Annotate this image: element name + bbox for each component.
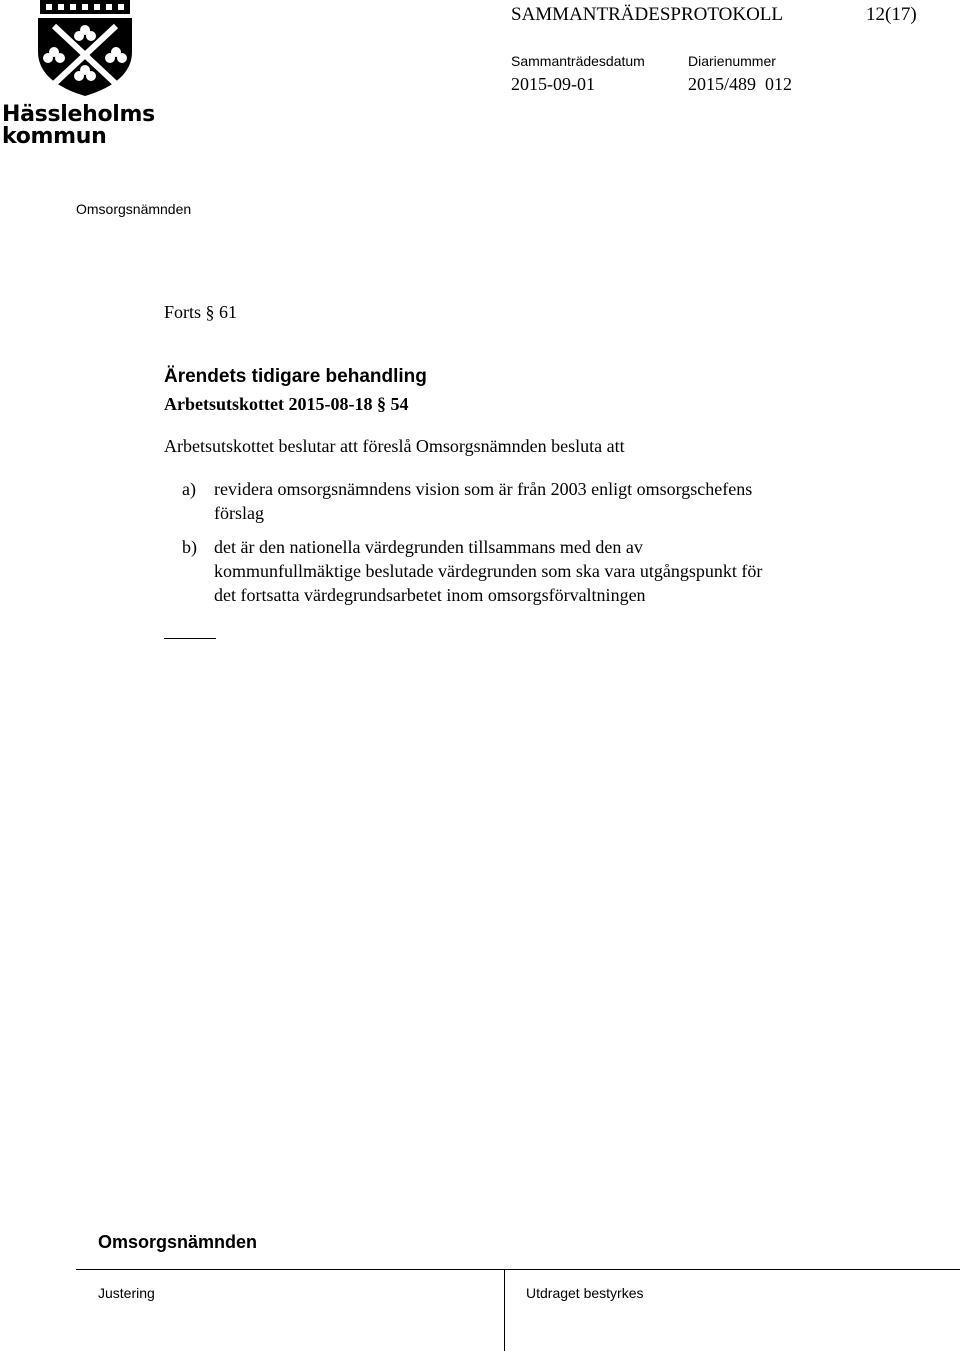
committee-name: Omsorgsnämnden <box>76 201 192 217</box>
continuation-reference: Forts § 61 <box>164 302 238 322</box>
footer-committee-name: Omsorgsnämnden <box>98 1232 258 1252</box>
logo-line-2: kommun <box>2 124 107 149</box>
list-item-line: det fortsatta värdegrundsarbetet inom omsorgsförvaltningen <box>214 585 646 605</box>
list-item-line: kommunfullmäktige beslutade värdegrunden som ska vara utgångspunkt för <box>214 561 763 581</box>
utdraget-bestyrkes-label: Utdraget bestyrkes <box>526 1285 644 1301</box>
footer-column-divider <box>504 1269 505 1351</box>
footer-divider-line <box>76 1269 960 1270</box>
diary-number: 2015/489 012 <box>688 74 793 94</box>
logo-line-1: Hässleholms <box>2 102 155 127</box>
list-item-line: förslag <box>214 503 264 523</box>
diary-number-label: Diarienummer <box>688 53 776 69</box>
list-item-line: revidera omsorgsnämndens vision som är från 2003 enligt omsorgschefens <box>214 479 753 499</box>
list-item-line: det är den nationella värdegrunden tillsammans med den av <box>214 537 643 557</box>
list-item-marker: a) <box>182 479 196 499</box>
section-end-rule <box>164 638 216 639</box>
logo-wordmark <box>2 104 155 148</box>
section-heading: Ärendets tidigare behandling <box>164 366 427 387</box>
meeting-date: 2015-09-01 <box>511 74 595 94</box>
page-number: 12(17) <box>866 4 917 25</box>
section-sub-heading: Arbetsutskottet 2015-08-18 § 54 <box>164 394 409 414</box>
meeting-date-label: Sammanträdesdatum <box>511 53 645 69</box>
justering-label: Justering <box>98 1285 155 1301</box>
list-item-marker: b) <box>182 537 197 557</box>
decision-intro: Arbetsutskottet beslutar att föreslå Omsorgsnämnden besluta att <box>164 436 625 456</box>
hassleholm-coat-of-arms-icon <box>34 0 136 96</box>
protocol-title: SAMMANTRÄDESPROTOKOLL <box>511 4 784 25</box>
